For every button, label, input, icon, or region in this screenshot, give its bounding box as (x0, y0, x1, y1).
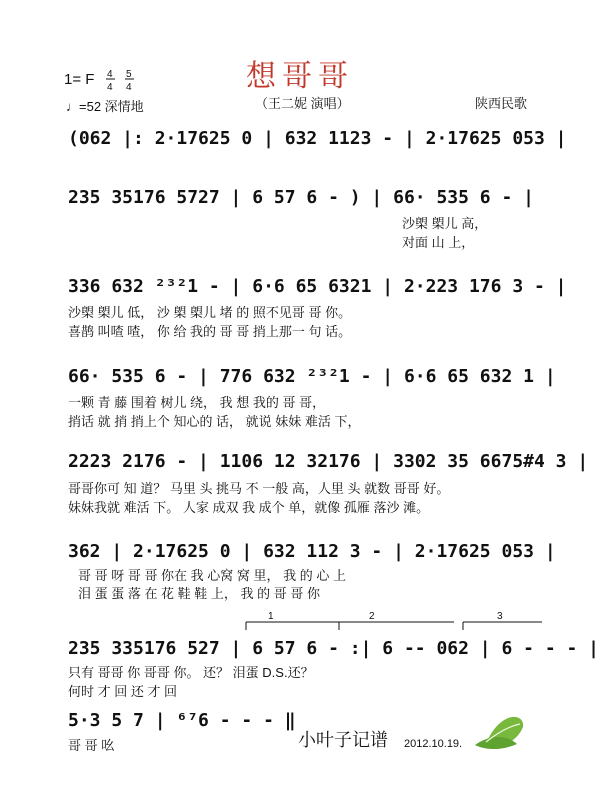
performer-credit: （王二妮 演唱） (255, 96, 350, 111)
lyric-line-4: 喜鹊 叫喳 喳， 你 给 我的 哥 哥 捎上那一 句 话。 (68, 324, 352, 339)
key-signature: 1= F (64, 71, 95, 88)
date: 2012.10.19. (404, 738, 463, 750)
time-signature-bottom-2: 4 (126, 82, 132, 93)
lyric-line-2: 对面 山 上， (402, 235, 475, 250)
lyric-line-6: 捎话 就 捎 捎上个 知心的 话， 就说 妹妹 难活 下， (68, 414, 361, 429)
page-title: 想哥哥 (246, 60, 354, 93)
svg-text:235 35176 5727 | 6 57 6 - ) |: 235 35176 5727 | 6 57 6 - ) | 66· 535 6 - | (68, 187, 534, 208)
lyric-line-5: 一颗 青 藤 围着 树儿 绕， 我 想 我的 哥 哥， (68, 395, 326, 410)
lyric-line-11: 只有 哥哥 你 哥哥 你。 还？ 泪蛋 D.S.还？ (68, 665, 314, 680)
svg-text:362 | 2·17625 0 | 632 112 3 -: 362 | 2·17625 0 | 632 112 3 - | 2·17625 053 | (68, 541, 556, 562)
volta-3: 3 (497, 611, 503, 622)
volta-2: 2 (369, 611, 375, 622)
svg-text:66· 535 6 - | 776 632 ²³²1 - |: 66· 535 6 - | 776 632 ²³²1 - | 6·6 65 632 1 | (68, 366, 556, 387)
score-line-8 (68, 710, 296, 731)
score-line-2 (68, 187, 534, 208)
svg-text:(062 |: 2·17625 0 | 632 1123 -: (062 |: 2·17625 0 | 632 1123 - | 2·17625 053 | (68, 128, 567, 149)
lyric-line-3: 沙㮾 㮾儿 低， 沙 㮾 㮾儿 堵 的 照不见哥 哥 你。 (68, 305, 352, 320)
time-signature-top-2: 5 (126, 69, 132, 80)
tempo-marking: ♩=52 深情地 (66, 99, 144, 114)
lyric-line-1: 沙㮾 㮾儿 高， (402, 216, 488, 231)
leaf-icon (475, 717, 523, 749)
time-signature-bottom-1: 4 (107, 82, 113, 93)
time-signature-top-1: 4 (107, 69, 113, 80)
lyric-line-12: 何时 才 回 还 才 回 (68, 684, 178, 699)
lyric-line-7: 哥哥你可 知 道？ 马里 头 挑马 不 一般 高，人里 头 就数 哥哥 好。 (68, 481, 450, 496)
score-line-3 (68, 276, 567, 297)
lyric-line-9: 哥 哥 呀 哥 哥 你在 我 心窝 窝 里， 我 的 心 上 (78, 568, 346, 583)
score-line-6 (68, 541, 556, 562)
lyric-line-13: 哥 哥 吆 (68, 738, 115, 753)
time-signatures (106, 69, 134, 93)
volta-1: 1 (268, 611, 274, 622)
lyric-line-8: 妹妹我就 难活 下。 人家 成双 我 成个 单，就像 孤雁 落沙 滩。 (68, 500, 430, 515)
svg-text:2223 2176 - | 1106 12 32176 |: 2223 2176 - | 1106 12 32176 | 3302 35 6675#4 3 | (68, 451, 589, 472)
signature: 小叶子记谱 (298, 730, 388, 750)
svg-text:5·3 5 7 | ⁶⁷6 - - - ‖: 5·3 5 7 | ⁶⁷6 - - - ‖ (68, 710, 296, 731)
svg-text:235 335176 527 | 6 57 6 - :| 6: 235 335176 527 | 6 57 6 - :| 6 -- 062 | 6 - - - | (68, 638, 600, 659)
svg-text:336 632 ²³²1 - | 6·6 65 6321 |: 336 632 ²³²1 - | 6·6 65 6321 | 2·223 176 3 - | (68, 276, 567, 297)
score-line-4 (68, 366, 556, 387)
song-origin: 陕西民歌 (475, 96, 528, 111)
score-line-1 (68, 128, 567, 149)
lyric-line-10: 泪 蛋 蛋 落 在 花 鞋 鞋 上， 我 的 哥 哥 你 (78, 586, 320, 601)
score-line-5 (68, 451, 588, 472)
score-line-7 (68, 611, 599, 659)
